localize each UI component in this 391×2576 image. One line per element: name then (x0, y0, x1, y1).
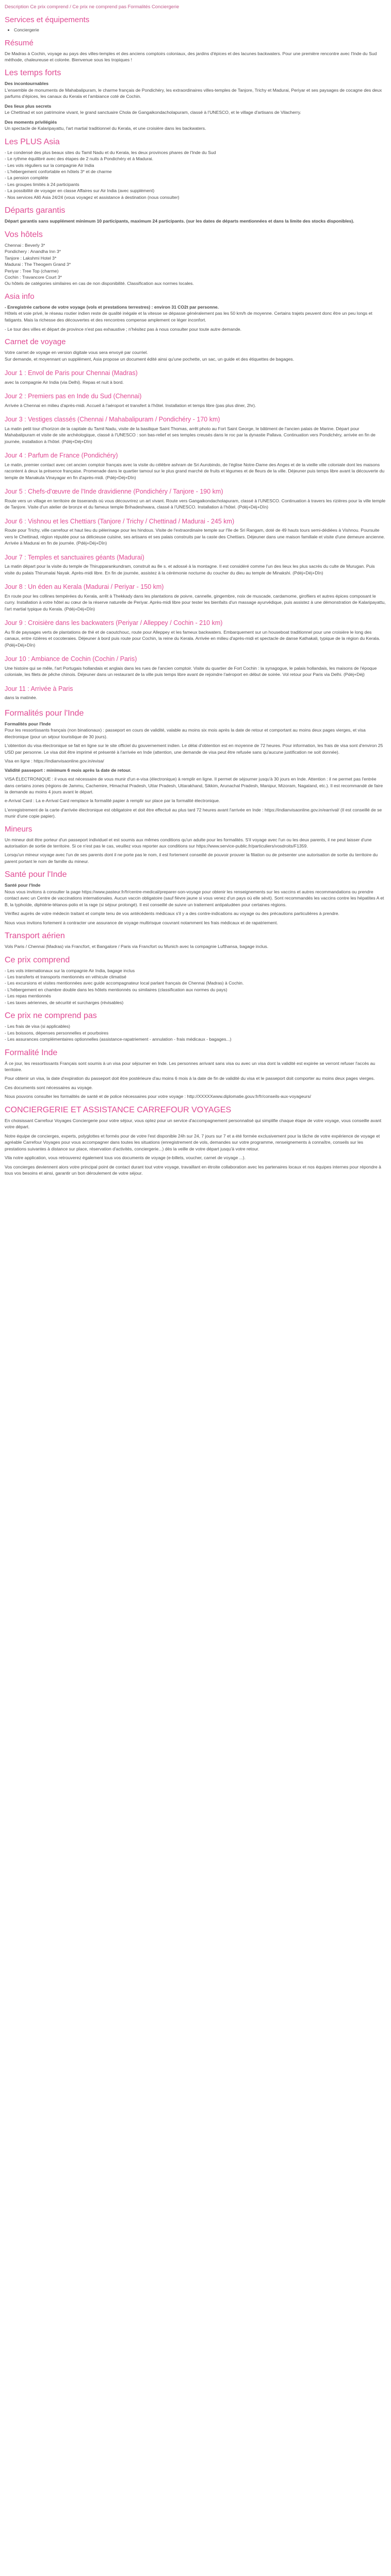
page (0, 0, 391, 1176)
departs-text: Départ garantis sans supplément minimum 10 participants, maximum 24 participants. (sur les dates de départs mentionnées et dans la limite des stocks disponibles). (5, 218, 354, 224)
plus-item: - La possibilité de voyager en classe Affaires sur Air India (avec supplément) (5, 188, 155, 194)
sante-p2: Vérifiez auprès de votre médecin traitant et compte tenu de vos antécédents médicaux s'il y a des contre-indications au voyage ou des précautions particulières à prendre. (5, 911, 339, 917)
info-tour: - Le tour des villes et départ de province n'est pas exhaustive ; n'hésitez pas à nous consulter pour toute autre demande. (5, 327, 242, 332)
transport-text: Vols Paris / Chennai (Madras) via Francfort, et Bangalore / Paris via Francfort ou Munich avec la compagnie Lufthansa, bagage inclus. (5, 944, 269, 950)
plus-item: - L'hébergement confortable en hôtels 3* et de charme (5, 169, 112, 175)
hotel-item: Tanjore : Lakshmi Hotel 3* (5, 255, 57, 261)
prix-exclus-item: - Les boissons, dépenses personnelles et pourboires (5, 1030, 109, 1036)
plus-item: - La pension complète (5, 175, 48, 181)
formalites-p6: e-Arrival Card : La e-Arrival Card remplace la formalité papier à remplir sur place par la formalité électronique. (5, 798, 220, 804)
plus-item: - Les vols réguliers sur la compagnie Air India (5, 162, 94, 168)
day-text: avec la compagnie Air India (via Delhi). Repas et nuit à bord. (5, 379, 124, 385)
hotels-title: Vos hôtels (5, 230, 43, 239)
day-text: Au fil de paysages verts de plantations de thé et de caoutchouc, route pour Alleppey et les fameux backwaters. Embarquement sur un houseboat traditionnel pour une croisière le long des canaux, entre rizières et cocoteraies. Déjeuner à bord puis route pour Cochin, la reine du Kerala. Arrivée en milieu d'après-midi et spectacle de danse Kathakali, typique de la région du Kerala. (Pdéj+Déj+Dîn) (5, 629, 380, 648)
day-title: Jour 6 : Vishnou et les Chettiars (Tanjore / Trichy / Chettinad / Madurai - 245 km) (5, 517, 235, 525)
info-roads: Hôtels et voie privé, le réseau routier indien reste de qualité inégale et la vitesse se dépasse généralement pas les 50 km/h de moyenne. Certains trajets peuvent donc être un peu longs et fatigants. Mais la richesse des découvertes et des rencontres compense amplement ce léger inconfort. (5, 311, 372, 323)
info-carbon: - Enregistrée carbone de votre voyage (vols et prestations terrestres) : environ 31 CO2t par personne. (5, 304, 219, 310)
sante-title: Santé pour l'Inde (5, 870, 67, 879)
prix-inclus-list (5, 968, 386, 1006)
formalite2-title: Formalité Inde (5, 1048, 58, 1057)
prix-inclus-item: - Les taxes aériennes, de sécurité et surcharges (révisables) (5, 999, 124, 1005)
conciergerie-body (5, 1117, 386, 1177)
formalite2-body (5, 1060, 386, 1100)
sante-sub: Santé pour l'Inde (5, 883, 41, 888)
prix-inclus-item: - L'hébergement en chambre double dans les hôtels mentionnés ou similaires (classification aux normes du pays) (5, 987, 227, 992)
formalite2-p3: Ces documents sont nécessaires au voyage. (5, 1084, 93, 1090)
departs-title: Départs garantis (5, 206, 66, 215)
formalites-body (5, 727, 386, 819)
lieux-title: Des lieux plus secrets (5, 103, 52, 109)
sante-p1: Nous vous invitons à consulter la page https://www.pasteur.fr/fr/centre-medical/preparer-son-voyage pour obtenir les renseignements sur les vaccins et autres recommandations ou prendre contact avec un Centre de vaccinations internationales. Aucun vaccin obligatoire (sauf fièvre jaune si vous venez d'un pays où elle sévit). Sont recommandés les vaccins contre les hépatites A et B, la typhoïde, diphtérie-tétanos-polio et la rage (si séjour prolongé). Il est conseillé de suivre un traitement antipaludéen pour certaines régions. (5, 889, 384, 907)
day-text: Route pour Trichy, ville carrefour et haut lieu du pèlerinage pour les hindous. Visite de l'extraordinaire temple sur l'île de Sri Rangam, doté de 49 hauts tours semi-dédiées à Vishnou. Poursuite vers le Chettinad, région réputée pour sa délicieuse cuisine, ses artisans et ses palais construits par la caste des Chettiars. Déjeuner dans une maison familiale et visite d'une demeure ancienne. Arrivée à Madurai en fin de journée. (Pdéj+Déj+Dîn) (5, 528, 385, 546)
services-list (5, 27, 386, 33)
prix-inclus-item: - Les transferts et transports mentionnés en véhicule climatisé (5, 974, 126, 979)
conciergerie-p4: Vos concierges deviennent alors votre principal point de contact durant tout votre voyage, travaillant en étroite collaboration avec les partenaires locaux et nos équipes internes pour répondre à tous vos besoins et ainsi, garantir un bon déroulement de votre séjour. (5, 1164, 381, 1176)
moments-title: Des moments privilégiés (5, 119, 57, 125)
formalites-p1: Pour les ressortissants français (non binationaux) : passeport en cours de validité, valable au moins six mois après la date de retour et comportant au moins deux pages vierges, et visa électronique (pour un séjour touristique de 30 jours). (5, 727, 366, 739)
services-title: Services et équipements (5, 15, 90, 24)
conciergerie-p1: En choisissant Carrefour Voyages Conciergerie pour votre séjour, vous optez pour un service d'accompagnement personnalisé qui simplifie chaque étape de votre voyage, vous conseille avant votre départ. (5, 1117, 382, 1130)
day-title: Jour 7 : Temples et sanctuaires géants (Madurai) (5, 553, 144, 561)
conciergerie-title: CONCIERGERIE ET ASSISTANCE CARREFOUR VOYAGES (5, 1105, 232, 1114)
mineurs-title: Mineurs (5, 824, 32, 834)
plus-item: - Le rythme équilibré avec des étapes de 2 nuits à Pondichéry et à Madurai. (5, 156, 154, 162)
prix-inclus-title: Ce prix comprend (5, 955, 70, 964)
info-title: Asia info (5, 292, 35, 301)
formalite2-p1: À ce jour, les ressortissants Français sont soumis à un visa pour séjourner en Inde. Les personnes arrivant sans visa ou avec un visa dont la validité est expirée se verront refuser l'accès au territoire. (5, 1060, 376, 1073)
plus-title: Les PLUS Asia (5, 137, 60, 146)
day-text: Arrivée à Chennai en milieu d'après-midi. Accueil à l'aéroport et transfert à l'hôtel. Installation et temps libre (pas plus diner, 2hr). (5, 402, 256, 408)
formalites-p3: Visa en ligne : https://indianvisaonline.gov.in/evisa/ (5, 758, 104, 764)
moments-text: Un spectacle de Kalaripayattu, l'art martial traditionnel du Kerala, et une croisière dans les backwaters. (5, 126, 206, 131)
transport-title: Transport aérien (5, 931, 65, 941)
day-text: Le matin, premier contact avec cet ancien comptoir français avec la visite du célèbre ashram de Sri Aurobindo, de l'église Notre-Dame des Anges et de la vieille ville coloniale dont les maisons racontent à deux la présence française. Promenade dans le quartier tamoul sur le plus grand marché de fruits et légumes et de fleurs de la ville. Déjeuner puis temps libre avant la découverte du temple de Manakula Vinayagar en fin d'après-midi. (Pdéj+Déj+Dîn) (5, 462, 385, 480)
sante-body (5, 889, 386, 926)
hotel-item: Madurai : The Theogem Grand 3* (5, 262, 71, 267)
formalite2-p4: Nous pouvons consulter les formalités de santé et de police nécessaires pour votre voyage : http://XXXXXwww.diplomatie.gouv.fr/fr/conseils-aux-voyageurs/ (5, 1094, 312, 1099)
plus-item: - Le condensé des plus beaux sites du Tamil Nadu et du Kerala, les deux provinces phares de l'Inde du Sud (5, 149, 216, 155)
lieux-text: Le Chettinad et son patrimoine vivant, le grand sanctuaire Chola de Gangaikondacholapuram, classé à l'UNESCO, et le village d'artisans de Vilacherry. (5, 110, 301, 115)
hotel-item: Cochin : Travancore Court 3* (5, 275, 62, 280)
top-navigation[interactable]: Description Ce prix comprend / Ce prix ne comprend pas Formalités Conciergerie (5, 4, 180, 9)
prix-exclus-list (5, 1023, 386, 1042)
day-text: Une histoire qui se mêle, l'art Portugais hollandais et anglais dans les rues de l'ancien comptoir. Visite du quartier de Fort Cochin : la synagogue, le palais hollandais, les maisons de l'époque coloniale, les filets de pêche chinois. Déjeuner dans un restaurant de la ville puis temps libre avant de rejoindre l'aéroport en début de soirée. Vol retour pour Paris via Delhi. (Pdéj+Déj) (5, 665, 377, 677)
prix-exclus-title: Ce prix ne comprend pas (5, 1011, 97, 1021)
formalites-p5: VISA ÉLECTRONIQUE : il vous est nécessaire de vous munir d'un e-visa (électronique) à remplir en ligne. Il permet de séjourner jusqu'à 30 jours en Inde. Attention : il ne permet pas l'entrée dans certains zones (régions de Jammu, Cachemire, Himachal Pradesh, Uttar Pradesh, Uttarakhand, Sikkim, Arunachal Pradesh, Manipur, Mizoram, Nagaland, etc.). Il est recommandé de faire la demande au moins 4 jours avant le départ. (5, 776, 383, 794)
mineurs-p2: Lorsqu'un mineur voyage avec l'un de ses parents dont il ne porte pas le nom, il est fortement conseillé de pouvoir prouver la filiation ou de présenter une autorisation de sortie du territoire du parent portant le nom de famille du mineur. (5, 852, 378, 864)
day-title: Jour 1 : Envol de Paris pour Chennai (Madras) (5, 369, 138, 377)
itinerary (5, 369, 386, 701)
day-title: Jour 5 : Chefs-d'œuvre de l'Inde dravidienne (Pondichéry / Tanjore - 190 km) (5, 488, 223, 496)
hotel-item: Pondichery : Anandha Inn 3* (5, 249, 61, 255)
day-text: La matin départ pour la visite du temple de Thirupparankundram, construit au 8e s. et adossé à la montagne. Il est considéré comme l'un des lieux les plus sacrés du culte de Murugan. Puis visite du palais Thirumalai Nayak. Après-midi libre. En fin de journée, assistez à la cérémonie nocturne du coucher du dieu au temple de Minakshi. (Pdéj+Déj+Dîn) (5, 564, 375, 575)
day-title: Jour 2 : Premiers pas en Inde du Sud (Chennai) (5, 393, 142, 400)
prix-exclus-item: - Les frais de visa (si applicables) (5, 1024, 71, 1029)
prix-inclus-item: - Les excursions et visites mentionnées avec guide accompagnateur local parlant français de Chennai (Madras) à Cochin. (5, 980, 244, 986)
resume-text: De Madras à Cochin, voyage au pays des villes-temples et des anciens comptoirs coloniaux, des jardins d'épices et des lacunes backwaters. Pour une première rencontre avec l'Inde du Sud méthode, chaleureuse et colorée. Bienvenue sous les tropiques ! (5, 50, 377, 63)
day-text: Route vers un village en territoire de tisserands où vous découvrirez un art vivant. Route vers Gangaikondacholapuram, classé à l'UNESCO. Continuation à travers les rizières pour la ville temple de Tanjore. Visite d'un atelier de bronze et du fameux temple Brihadeshwara, classé à l'UNESCO. Installation à l'hôtel. (Pdéj+Déj+Dîn) (5, 498, 386, 510)
day-title: Jour 10 : Ambiance de Cochin (Cochin / Paris) (5, 655, 137, 663)
day-title: Jour 11 : Arrivée à Paris (5, 685, 73, 692)
prix-inclus-item: - Les vols internationaux sur la compagnie Air India, bagage inclus (5, 968, 135, 973)
day-text: La matin petit tour d'horizon de la capitale du Tamil Nadu, visite de la basilique Saint Thomas, arrêt photo au Fort Saint George, le bâtiment de l'ancien palais de Marine. Départ pour Mahabalipuram et visite de site archéologique, classé à l'UNESCO : son bas-relief et ses temples creusés dans le roc par la dynastie Pallava. Continuation vers Pondichéry, arrivée en fin de journée, installation à l'hôtel. (Pdéj+Déj+Dîn) (5, 426, 376, 444)
mineurs-p1: Un mineur doit être porteur d'un passeport individuel et est soumis aux mêmes conditions qu'un adulte pour les formalités. S'il voyage avec l'un ou les deux parents, il ne peut laisser d'une autorisation de sortie de territoire. Si ce n'est pas le cas, veuillez vous reporter aux conditions sur https://www.service-public.fr/particuliers/vosdroits/F1359. (5, 837, 372, 849)
hotels-list (5, 242, 386, 281)
plus-list (5, 149, 386, 201)
plus-item: - Nos services Allô Asia 24/24 (vous voyagez et assistance à destination (nous consulter) (5, 194, 180, 200)
formalites-p7: L'enregistrement de la carte d'arrivée électronique est obligatoire et doit être effectué au plus tard 72 heures avant l'arrivée en Inde : https://indianvisaonline.gov.in/earrival/ (Il est conseillé de se munir d'une copie papier). (5, 807, 382, 819)
carnet-text: Votre carnet de voyage en version digitale vous sera envoyé par courriel. Sur demande, et moyennant un supplément, Asia propose un document édité ainsi qu'une pochette, un sac, un guide et des étiquettes de bagages. (5, 350, 295, 362)
formalites-p2: L'obtention du visa électronique se fait en ligne sur le site officiel du gouvernement indien. Le délai d'obtention est en moyenne de 72 heures. Pour information, les frais de visa sont d'environ 25 USD par personne. Le visa doit être imprimé et présenté à l'arrivée en Inde (attention, une demande de visa peut être refusée sans qu'aucune justification ne soit donnée). (5, 743, 383, 755)
plus-item: - Les groupes limités à 24 participants (5, 181, 79, 187)
sante-p3: Nous vous invitons fortement à contracter une assurance de voyage multirisque couvrant notamment les frais médicaux et de rapatriement. (5, 920, 278, 925)
day-title: Jour 8 : Un éden au Kerala (Madurai / Periyar - 150 km) (5, 583, 164, 591)
prix-exclus-item: - Les assurances complémentaires optionnelles (assistance-rapatriement - annulation - frais médicaux - bagages...) (5, 1037, 232, 1042)
conciergerie-p2: Notre équipe de concierges, experts, polyglottes et formés pour de votre l'est disponible 24h sur 24, 7 jours sur 7 et a été formée exclusivement pour la tâche de votre expérience de voyage et agréable Carrefour Voyages pour vous accompagner dans toutes les situations (enregistrement de vols, demandes sur votre programme, renseignements à connaître, conseils sur les prestations suivantes à distance sur place, réservation d'activités, conciergerie...) dès la veille de votre départ jusqu'à votre retour. (5, 1133, 380, 1151)
incontournables-text: L'ensemble de monuments de Mahabalipuram, le charme français de Pondichéry, les extraordinaires villes-temples de Tanjore, Trichy et Madurai, Periyar et ses paysages de cocagne des deux parfums d'épices, les canaux du Kerala et l'ambiance coté de Cochin. (5, 87, 382, 99)
day-title: Jour 3 : Vestiges classés (Chennai / Mahabalipuram / Pondichéry - 170 km) (5, 416, 220, 423)
prix-inclus-item: - Les repas mentionnés (5, 993, 51, 999)
formalite2-p2: Pour obtenir un visa, la date d'expiration du passeport doit être postérieure d'au moins 6 mois à la date de fin de validité du visa et le passeport doit comporter au moins deux pages vierges. (5, 1076, 375, 1081)
day-text: En route pour les collines tempérées du Kerala, arrêt à Thekkady dans les plantations de poivre, cannelle, gingembre, noix de muscade, cardamome, girofliers et autres épices composant le curry. Installation à votre hôtel au cœur de la réserve naturelle de Periyar. Après-midi libre pour tester les bienfaits d'un massage ayurvédique, puis assistez à une démonstration de Kalaripayattu, l'art martial typique du Kerala. (Pdéj+Déj+Dîn) (5, 593, 386, 612)
carnet-title: Carnet de voyage (5, 337, 66, 347)
mineurs-body (5, 837, 386, 865)
formalites-sub: Formalités pour l'Inde (5, 721, 51, 726)
hotel-item: Chennai : Beverly 3* (5, 242, 45, 248)
hotels-note: Ou hôtels de catégories similaires en cas de non disponibilité. Classification aux normes locales. (5, 281, 194, 286)
day-title: Jour 9 : Croisière dans les backwaters (Periyar / Alleppey / Cochin - 210 km) (5, 619, 223, 627)
formalites-p4: Validité passeport : minimum 6 mois après la date de retour. (5, 767, 132, 773)
hotel-item: Periyar : Tree Top (charme) (5, 268, 59, 274)
incontournables-title: Des incontournables (5, 81, 48, 87)
formalites-title: Formalités pour l'Inde (5, 708, 84, 718)
forts-title: Les temps forts (5, 69, 61, 78)
day-text: dans la matinée. (5, 695, 38, 701)
conciergerie-p3: Vila notre application, vous retrouverez également tous vos documents de voyage (e-billets, voucher, carnet de voyage ...). (5, 1155, 246, 1161)
day-title: Jour 4 : Parfum de France (Pondichéry) (5, 452, 118, 460)
resume-title: Résumé (5, 38, 34, 47)
services-item: • Conciergerie (14, 27, 386, 33)
